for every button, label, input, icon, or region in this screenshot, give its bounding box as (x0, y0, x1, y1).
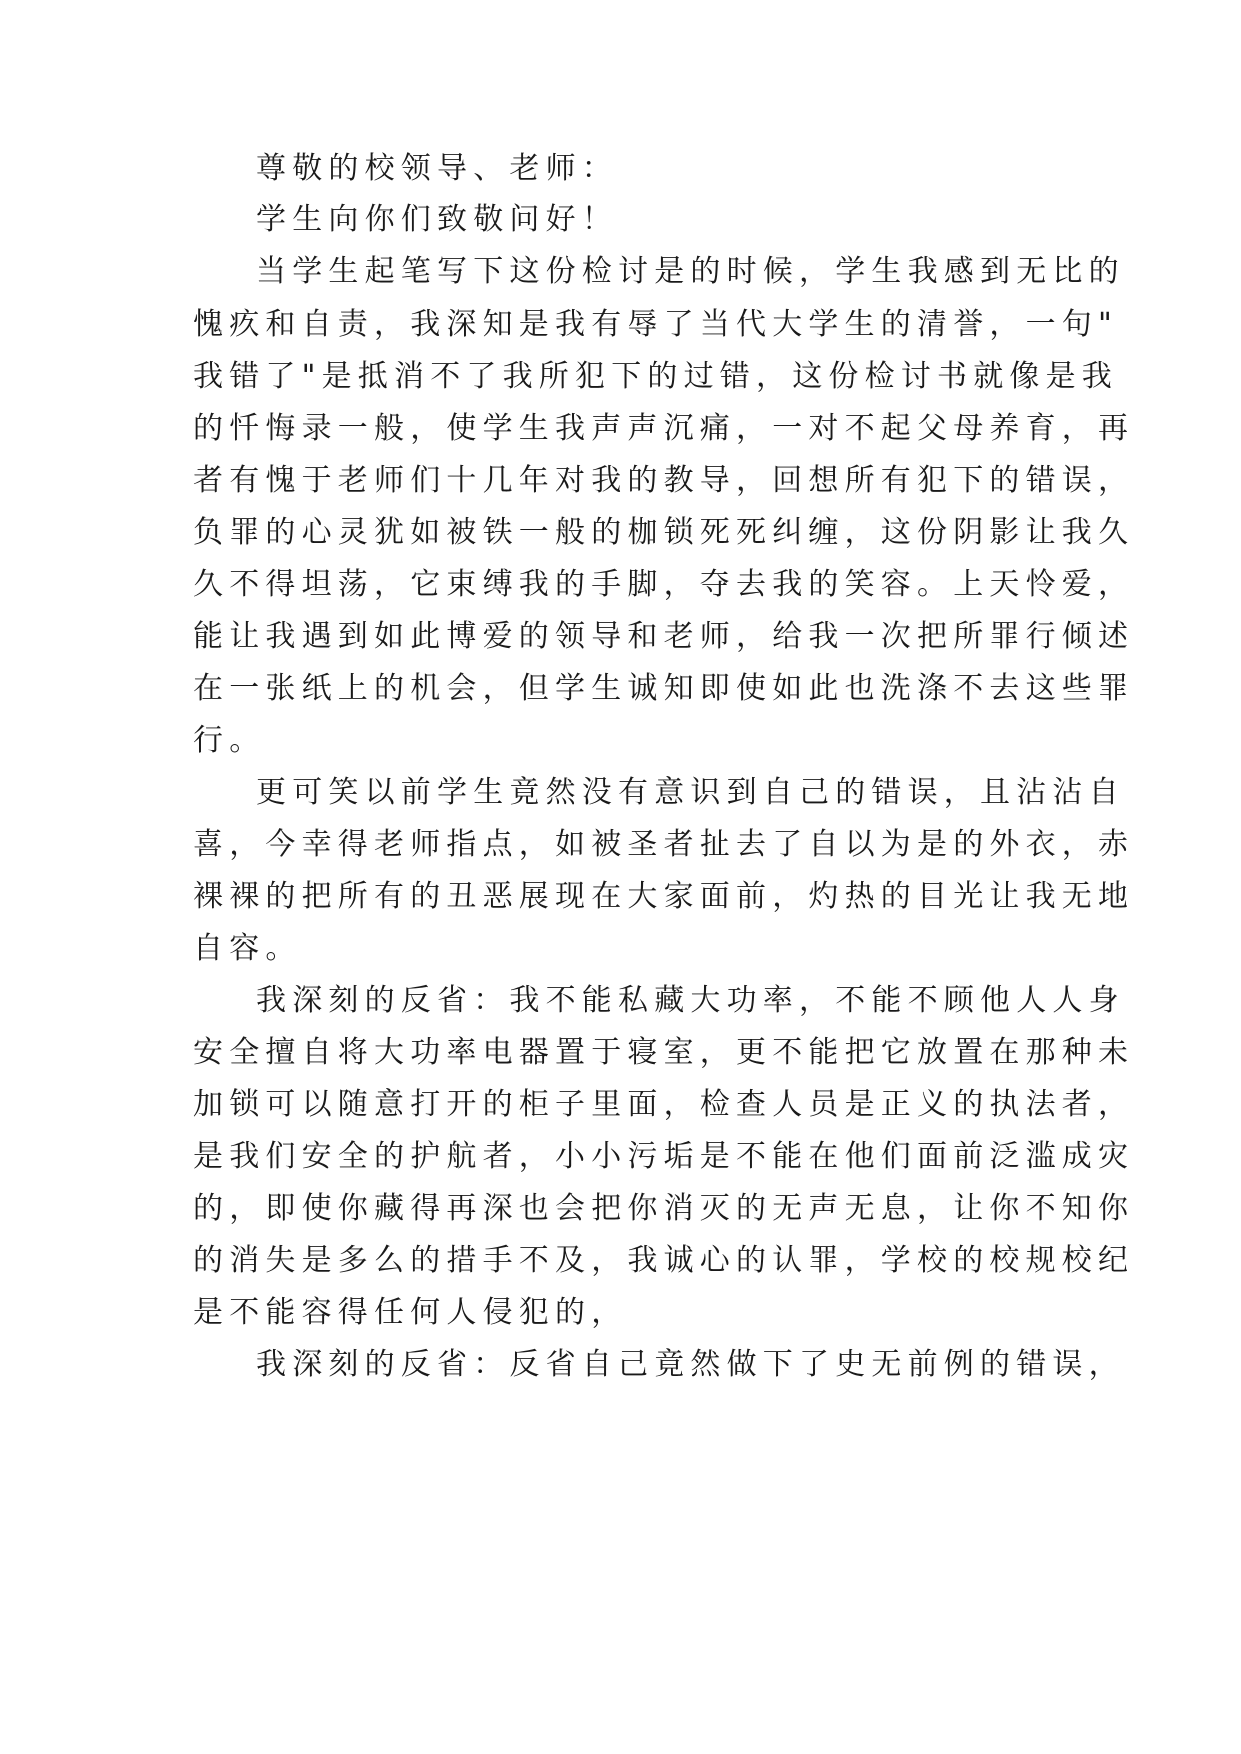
text-line: 我错了"是抵消不了我所犯下的过错，这份检讨书就像是我 (193, 359, 1118, 394)
text-line: 加锁可以随意打开的柜子里面，检查人员是正义的执法者， (193, 1087, 1135, 1122)
text-line: 负罪的心灵犹如被铁一般的枷锁死死纠缠，这份阴影让我久 (193, 515, 1135, 550)
text-line: 的消失是多么的措手不及，我诚心的认罪，学校的校规校纪 (193, 1243, 1135, 1278)
text-line: 尊敬的校领导、老师： (256, 151, 618, 186)
text-line: 自容。 (193, 931, 302, 966)
text-line: 久不得坦荡，它束缚我的手脚，夺去我的笑容。上天怜爱， (193, 567, 1135, 602)
text-line: 我深刻的反省：反省自己竟然做下了史无前例的错误， (256, 1347, 1125, 1382)
text-line: 能让我遇到如此博爱的领导和老师，给我一次把所罪行倾述 (193, 619, 1135, 654)
text-line: 学生向你们致敬问好！ (256, 202, 618, 237)
text-line: 更可笑以前学生竟然没有意识到自己的错误，且沾沾自 (256, 775, 1125, 810)
text-line: 行。 (193, 723, 266, 758)
text-line: 裸裸的把所有的丑恶展现在大家面前，灼热的目光让我无地 (193, 879, 1135, 914)
text-line: 的忏悔录一般，使学生我声声沉痛，一对不起父母养育，再 (193, 411, 1135, 446)
text-line: 在一张纸上的机会，但学生诚知即使如此也洗涤不去这些罪 (193, 671, 1135, 706)
text-line: 喜，今幸得老师指点，如被圣者扯去了自以为是的外衣，赤 (193, 827, 1135, 862)
text-line: 者有愧于老师们十几年对我的教导，回想所有犯下的错误， (193, 463, 1135, 498)
text-line: 愧疚和自责，我深知是我有辱了当代大学生的清誉，一句" (193, 307, 1118, 342)
text-line: 是我们安全的护航者，小小污垢是不能在他们面前泛滥成灾 (193, 1139, 1135, 1174)
text-line: 的，即使你藏得再深也会把你消灭的无声无息，让你不知你 (193, 1191, 1135, 1226)
text-line: 是不能容得任何人侵犯的， (193, 1295, 628, 1330)
text-line: 我深刻的反省：我不能私藏大功率，不能不顾他人人身 (256, 983, 1125, 1018)
text-line: 安全擅自将大功率电器置于寝室，更不能把它放置在那种未 (193, 1035, 1135, 1070)
text-line: 当学生起笔写下这份检讨是的时候，学生我感到无比的 (256, 254, 1125, 289)
